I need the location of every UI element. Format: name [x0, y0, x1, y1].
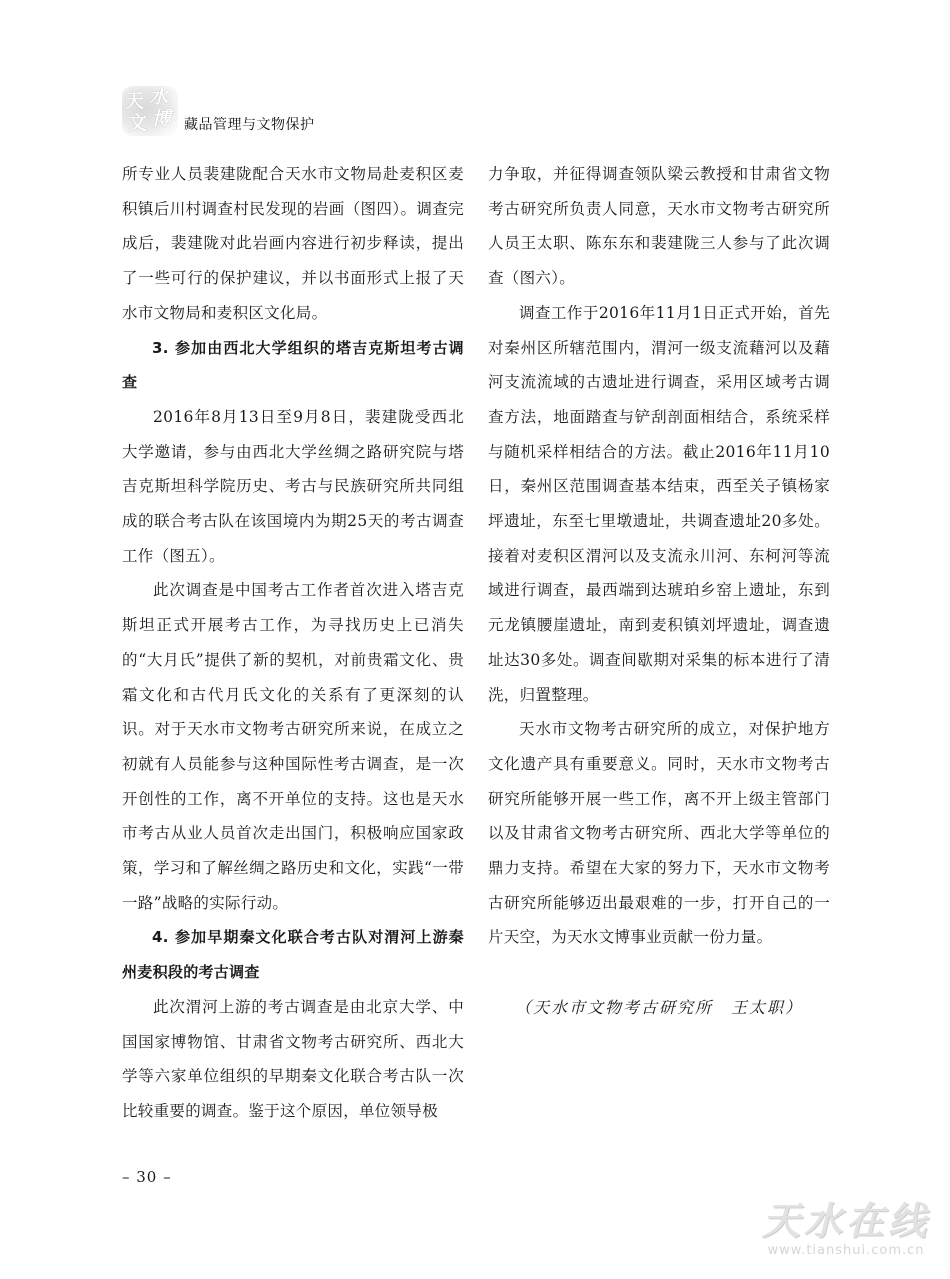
journal-logo — [122, 86, 178, 136]
watermark-text: 天水在线 — [761, 1199, 930, 1243]
paragraph: 此次调查是中国考古工作者首次进入塔吉克斯坦正式开展考古工作，为寻找历史上已消失的“大月氏”提供了新的契机，对前贵霜文化、贵霜文化和古代月氏文化的关系有了更深刻的认识。对于天水市文物考古研究所来说，在成立之初就有人员能参与这种国际性考古调查，是一次开创性的工作，离不开单位的支持。这也是天水市考古从业人员首次走出国门，积极响应国家政策，学习和了解丝绸之路历史和文化，实践“一带一路”战略的实际行动。 — [122, 581, 464, 912]
paragraph: 调查工作于2016年11月1日正式开始，首先对秦州区所辖范围内，渭河一级支流藉河以及藉河支流流域的古遗址进行调查，采用区域考古调查方法，地面踏查与铲刮剖面相结合，系统采样与随机采样相结合的方法。截止2016年11月10日，秦州区范围调查基本结束，西至关子镇杨家坪遗址，东至七里墩遗址，共调查遗址20多处。接着对麦积区渭河以及支流永川河、东柯河等流域进行调查，最西端到达琥珀乡窑上遗址，东到元龙镇腰崖遗址，南到麦积镇刘坪遗址，调查遗址达30多处。调查间歇期对采集的标本进行了清洗，归置整理。 — [488, 303, 830, 704]
author-signature: （天水市文物考古研究所 王太职） — [514, 998, 803, 1018]
subheading-3: 3. 参加由西北大学组织的塔吉克斯坦考古调查 — [122, 338, 464, 392]
logo-char: 文 — [128, 112, 148, 134]
paragraph: 力争取，并征得调查领队梁云教授和甘肃省文物考古研究所负责人同意，天水市文物考古研究所人员王太职、陈东东和裴建陇三人参与了此次调查（图六）。 — [488, 165, 830, 288]
paragraph: 所专业人员裴建陇配合天水市文物局赴麦积区麦积镇后川村调查村民发现的岩画（图四）。调查完成后，裴建陇对此岩画内容进行初步释读，提出了一些可行的保护建议，并以书面形式上报了天水市文物局和麦积区文化局。 — [122, 165, 464, 322]
subheading-4: 4. 参加早期秦文化联合考古队对渭河上游秦州麦积段的考古调查 — [122, 928, 464, 982]
paragraph: 此次渭河上游的考古调查是由北京大学、中国国家博物馆、甘肃省文物考古研究所、西北大学等六家单位组织的早期秦文化联合考古队一次比较重要的调查。鉴于这个原因，单位领导极 — [122, 997, 464, 1120]
logo-char: 水 — [149, 86, 169, 108]
paragraph: 天水市文物考古研究所的成立，对保护地方文化遗产具有重要意义。同时，天水市文物考古研究所能够开展一些工作，离不开上级主管部门以及甘肃省文物考古研究所、西北大学等单位的鼎力支持。希望在大家的努力下，天水市文物考古研究所能够迈出最艰难的一步，打开自己的一片天空，为天水文博事业贡献一份力量。 — [488, 720, 830, 947]
paragraph: 2016年8月13日至9月8日，裴建陇受西北大学邀请，参与由西北大学丝绸之路研究院与塔吉克斯坦科学院历史、考古与民族研究所共同组成的联合考古队在该国境内为期25天的考古调查工作（图五）。 — [122, 407, 464, 565]
page-header — [122, 86, 315, 136]
site-watermark — [756, 1199, 936, 1271]
page-number: – 30 – — [122, 1168, 172, 1186]
right-column — [488, 157, 830, 1026]
section-title: 藏品管理与文物保护 — [184, 117, 315, 133]
logo-char: 天 — [125, 90, 145, 112]
left-column — [122, 157, 464, 1129]
watermark-url: www.tianshui.com.cn — [767, 1243, 925, 1258]
logo-char: 博 — [152, 108, 172, 130]
